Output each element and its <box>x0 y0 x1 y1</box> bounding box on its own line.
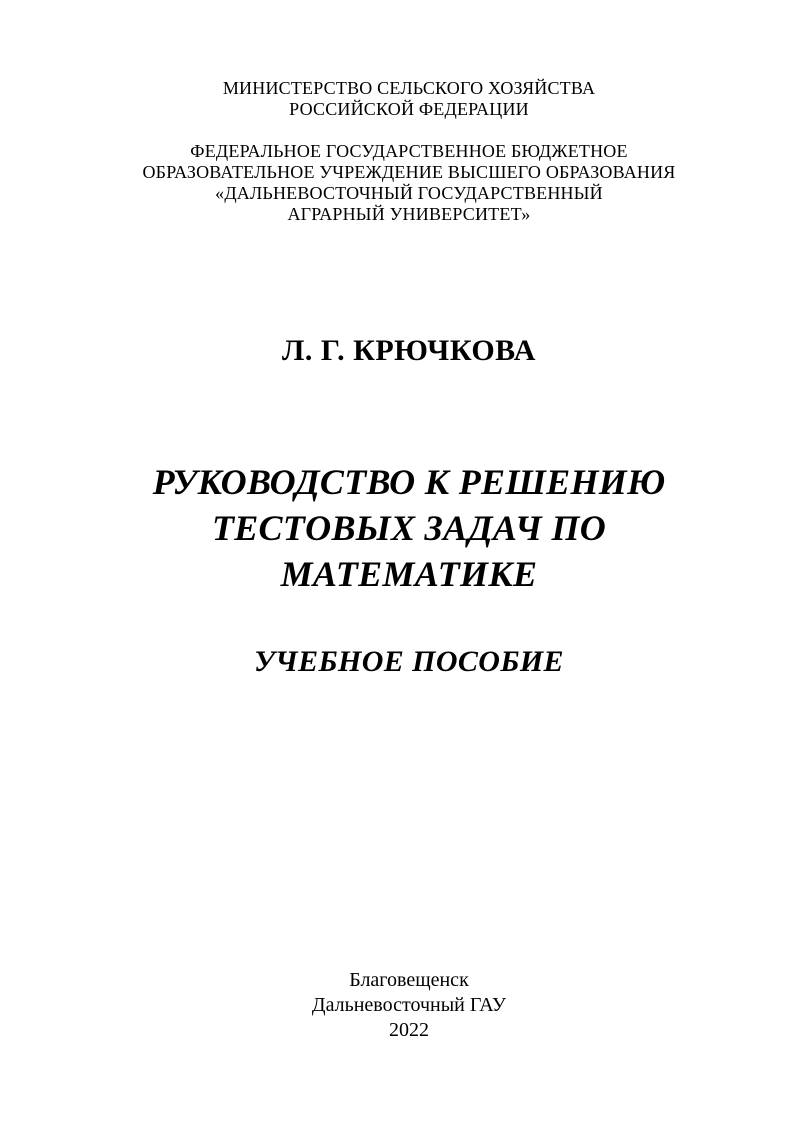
imprint <box>18 968 800 1043</box>
book-title <box>18 459 800 597</box>
ministry-line-1: МИНИСТЕРСТВО СЕЛЬСКОГО ХОЗЯЙСТВА <box>222 78 596 98</box>
book-title-line-2: ТЕСТОВЫХ ЗАДАЧ ПО <box>211 508 607 548</box>
ministry-line-2: РОССИЙСКОЙ ФЕДЕРАЦИИ <box>289 99 529 119</box>
book-title-line-3: МАТЕМАТИКЕ <box>280 554 538 594</box>
imprint-city: Благовещенск <box>349 969 469 991</box>
imprint-publisher: Дальневосточный ГАУ <box>311 994 507 1016</box>
book-title-line-1: РУКОВОДСТВО К РЕШЕНИЮ <box>152 462 666 502</box>
imprint-year: 2022 <box>389 1019 429 1041</box>
institution-line-1: ФЕДЕРАЛЬНОЕ ГОСУДАРСТВЕННОЕ БЮДЖЕТНОЕ <box>190 141 628 161</box>
institution-line-3: «ДАЛЬНЕВОСТОЧНЫЙ ГОСУДАРСТВЕННЫЙ <box>215 183 603 203</box>
institution-header <box>18 141 800 225</box>
institution-line-4: АГРАРНЫЙ УНИВЕРСИТЕТ» <box>287 204 531 224</box>
book-subtitle: УЧЕБНОЕ ПОСОБИЕ <box>254 645 564 678</box>
author-name: Л. Г. КРЮЧКОВА <box>282 334 536 367</box>
institution-line-2: ОБРАЗОВАТЕЛЬНОЕ УЧРЕЖДЕНИЕ ВЫСШЕГО ОБРАЗОВАНИЯ <box>142 162 676 182</box>
ministry-header <box>18 78 800 120</box>
title-page <box>18 0 800 1131</box>
